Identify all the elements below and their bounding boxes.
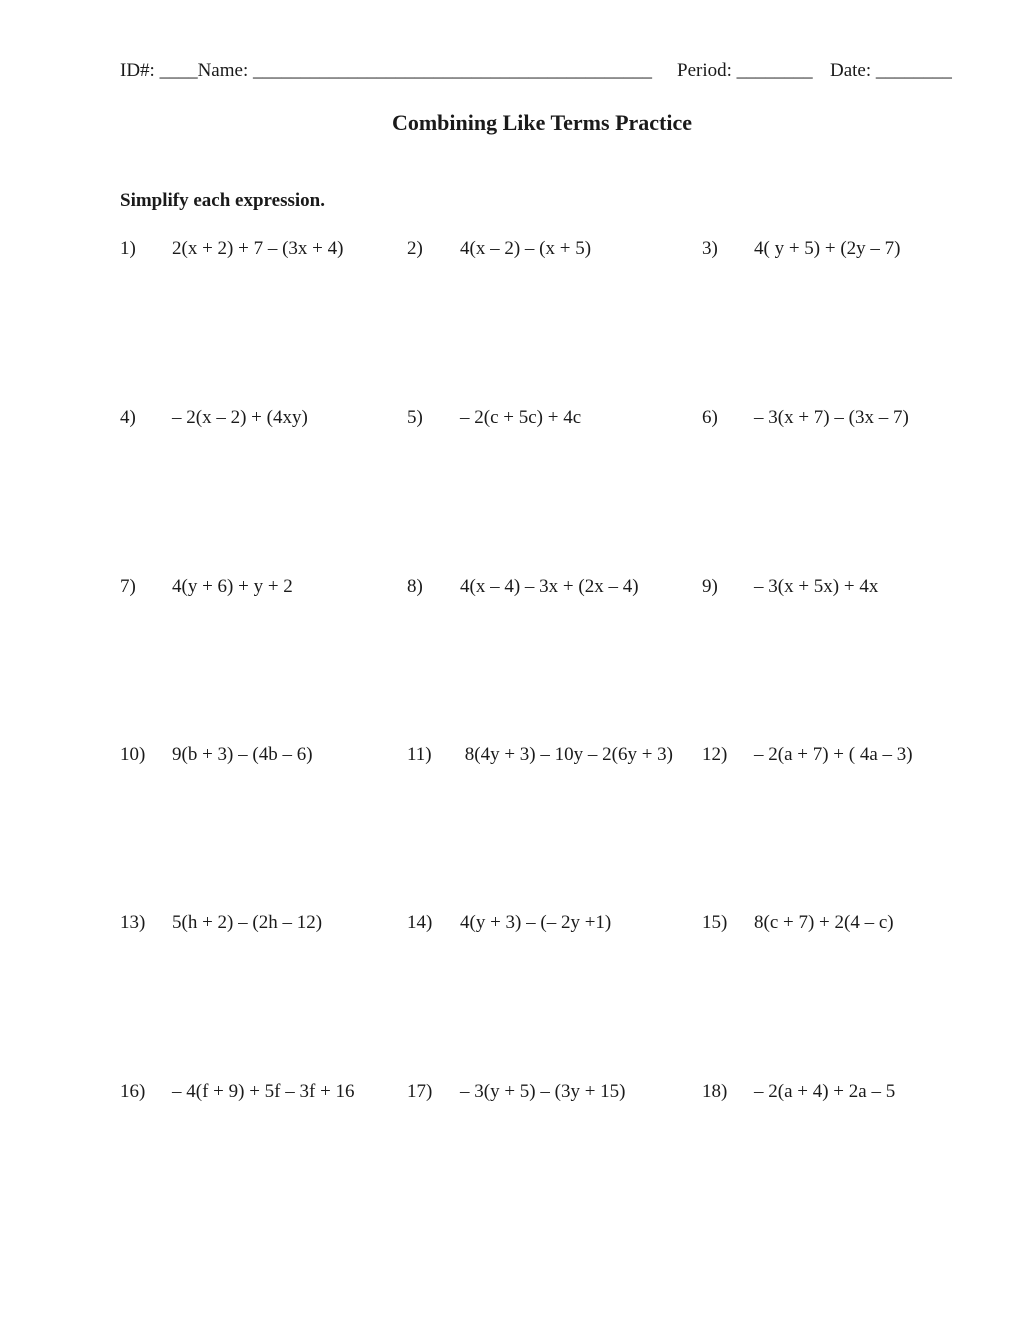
instructions: Simplify each expression. <box>120 190 325 211</box>
problem-item <box>702 744 913 832</box>
problem-number: 7) <box>120 576 136 597</box>
problem-expression: 5(h + 2) – (2h – 12) <box>172 912 323 933</box>
problem-expression: – 3(y + 5) – (3y + 15) <box>460 1081 626 1102</box>
problem-number: 10) <box>120 744 146 765</box>
problem-number: 12) <box>702 744 728 765</box>
problem-number: 11) <box>407 744 432 765</box>
problem-expression: – 2(a + 7) + ( 4a – 3) <box>754 744 913 765</box>
problem-expression: 4(y + 6) + y + 2 <box>172 576 293 597</box>
problem-expression: – 2(c + 5c) + 4c <box>460 407 582 428</box>
problem-expression: 4(x – 4) – 3x + (2x – 4) <box>460 576 639 597</box>
problem-item <box>702 576 879 664</box>
problem-number: 9) <box>702 576 718 597</box>
problem-item <box>120 744 313 832</box>
problem-item <box>407 576 639 664</box>
problem-item <box>702 238 901 326</box>
problem-item <box>120 912 323 1000</box>
problem-number: 17) <box>407 1081 433 1102</box>
problem-item <box>407 238 592 326</box>
problem-expression: – 2(a + 4) + 2a – 5 <box>754 1081 896 1102</box>
problem-expression: – 2(x – 2) + (4xy) <box>172 407 308 428</box>
problem-item <box>407 1081 626 1169</box>
date-field: Date: ________ <box>830 60 952 81</box>
problem-item <box>702 407 909 495</box>
problem-expression: – 3(x + 5x) + 4x <box>754 576 879 597</box>
problem-expression: – 3(x + 7) – (3x – 7) <box>754 407 909 428</box>
problem-expression: 4(x – 2) – (x + 5) <box>460 238 592 259</box>
problem-expression: 8(c + 7) + 2(4 – c) <box>754 912 894 933</box>
problem-item <box>407 407 582 495</box>
problem-number: 2) <box>407 238 423 259</box>
period-field: Period: ________ <box>677 60 813 81</box>
problem-number: 4) <box>120 407 136 428</box>
page-title: Combining Like Terms Practice <box>391 110 693 135</box>
problem-expression: 8(4y + 3) – 10y – 2(6y + 3) <box>460 744 673 765</box>
problem-expression: 4( y + 5) + (2y – 7) <box>754 238 901 259</box>
problem-item <box>702 912 894 1000</box>
problem-item <box>120 238 344 326</box>
problem-expression: 4(y + 3) – (– 2y +1) <box>460 912 612 933</box>
problem-item <box>120 576 293 664</box>
problem-expression: 2(x + 2) + 7 – (3x + 4) <box>172 238 344 259</box>
problem-expression: – 4(f + 9) + 5f – 3f + 16 <box>172 1081 355 1102</box>
id-name-field: ID#: ____Name: __________________________________________ <box>120 60 652 81</box>
problem-item <box>702 1081 896 1169</box>
problem-item <box>407 744 673 832</box>
problem-item <box>120 407 308 495</box>
problem-number: 5) <box>407 407 423 428</box>
problem-number: 18) <box>702 1081 728 1102</box>
problem-number: 1) <box>120 238 136 259</box>
problem-number: 13) <box>120 912 146 933</box>
problem-number: 8) <box>407 576 423 597</box>
problem-item <box>120 1081 355 1169</box>
problem-number: 3) <box>702 238 718 259</box>
problem-item <box>407 912 612 1000</box>
problem-expression: 9(b + 3) – (4b – 6) <box>172 744 313 765</box>
problem-number: 14) <box>407 912 433 933</box>
problem-number: 6) <box>702 407 718 428</box>
problem-number: 15) <box>702 912 728 933</box>
problem-number: 16) <box>120 1081 146 1102</box>
